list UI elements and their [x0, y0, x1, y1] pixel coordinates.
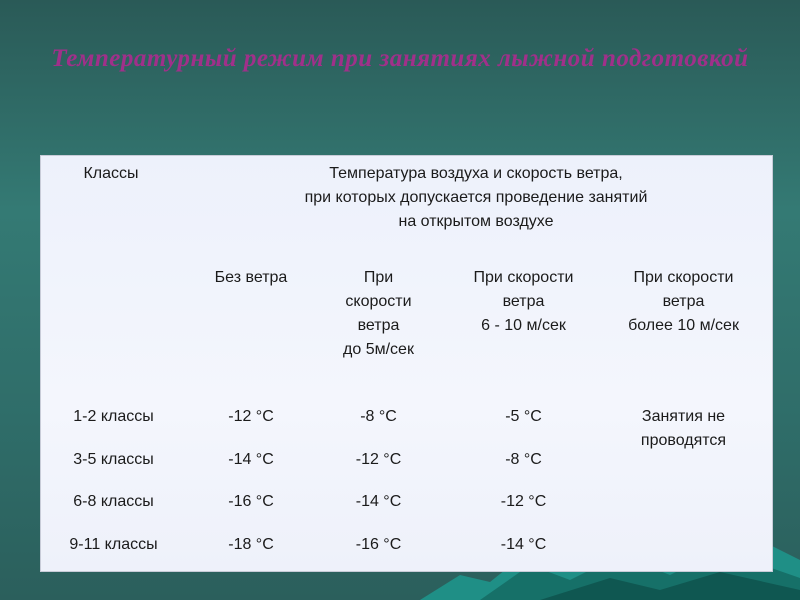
- subheader-wind-6-10: При скорости ветра 6 - 10 м/сек: [473, 269, 574, 334]
- cell-up-to-5: -8 °C: [360, 408, 397, 425]
- row-class: 3-5 классы: [73, 451, 154, 468]
- row-class: 9-11 классы: [69, 536, 158, 553]
- row-class: 1-2 классы: [73, 408, 154, 425]
- cell-6-10: -8 °C: [505, 451, 542, 468]
- cell-up-to-5: -12 °C: [355, 451, 402, 468]
- cell-6-10: -14 °C: [500, 536, 547, 553]
- temperature-table: [40, 155, 773, 572]
- header-classes: Классы: [83, 165, 139, 182]
- subheader-wind-over-10: При скорости ветра более 10 м/сек: [628, 269, 739, 334]
- header-temperature-wind: Температура воздуха и скорость ветра, при которых допускается проведение занятий на открытом воздухе: [304, 165, 648, 230]
- cell-6-10: -12 °C: [500, 493, 547, 510]
- cell-no-wind: -16 °C: [228, 493, 274, 510]
- cell-over-10-note: Занятия не проводятся: [640, 408, 727, 449]
- cell-up-to-5: -16 °C: [355, 536, 402, 553]
- row-class: 6-8 классы: [73, 493, 154, 510]
- cell-no-wind: -12 °C: [228, 408, 274, 425]
- cell-up-to-5: -14 °C: [355, 493, 402, 510]
- cell-no-wind: -14 °C: [228, 451, 274, 468]
- slide-title: Температурный режим при занятиях лыжной подготовкой: [51, 45, 749, 72]
- subheader-wind-up-to-5: При скорости ветра до 5м/сек: [343, 269, 414, 358]
- cell-6-10: -5 °C: [505, 408, 542, 425]
- subheader-no-wind: Без ветра: [214, 269, 288, 286]
- cell-no-wind: -18 °C: [228, 536, 274, 553]
